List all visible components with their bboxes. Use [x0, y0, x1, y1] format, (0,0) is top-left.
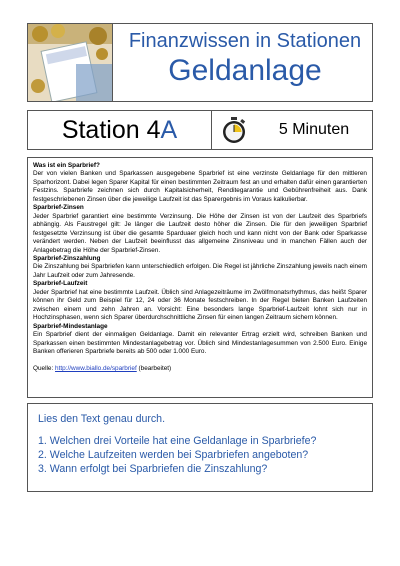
task-intro: Lies den Text genau durch. — [38, 413, 166, 425]
station-letter: A — [160, 115, 178, 144]
section-body: Ein Sparbrief dient der einmaligen Geldanlage. Damit ein relevanter Ertrag erzielt wird, schreiben Banken und Sparkassen einen bestimmten Mindestanlagebetrag vor. Üblich sind Mindestanlagesummen von 2.500 Euro. Einige Banken offerieren Sparbriefe bereits ab 500 oder 1.000 Euro. — [33, 331, 367, 355]
task-question: 2. Welche Laufzeiten werden bei Sparbriefen angeboten? — [38, 449, 309, 461]
article-box — [27, 157, 373, 398]
header-image — [28, 24, 113, 101]
duration-label: 5 Minuten — [278, 121, 350, 138]
section-heading: Sparbrief-Laufzeit — [33, 280, 88, 288]
task-question: 3. Wann erfolgt bei Sparbriefen die Zinszahlung? — [38, 463, 268, 475]
section-body: Jeder Sparbrief hat eine bestimmte Laufzeit. Üblich sind Anlagezeiträume im Zwölfmonatsrhythmus, das heißt Sparer können ihr Geld zum Beispiel für 12, 24 oder 36 Monate festschreiben. In der Regel bieten Banken Laufzeiten zwischen einem und zehn Jahren an. Vorsicht: Eine besonders lange Sparbrief-Laufzeit lohnt sich nur in Hochzinsphasen, wenn sich Sparer überdurchschnittliche Zinsen für einen langen Zeitraum sichern können. — [33, 288, 367, 322]
section-heading: Was ist ein Sparbrief? — [33, 162, 100, 169]
section-body: Der von vielen Banken und Sparkassen ausgegebene Sparbrief ist eine verzinste Geldanlage für den mittleren Sparhorizont. Dabei legen Sparer Kapital für einen bestimmten Zeitraum fest an und erhalten dafür einen garantierten Festzins. Sparbriefe zeichnen sich durch Kapitalsicherheit, Renditegarantie und Gebührenfreiheit aus. Dank festgeschriebenen Zinsen über die jeweilige Laufzeit ist das Sparergebnis im Voraus kalkulierbar. — [33, 170, 367, 203]
source-suffix: (bearbeitet) — [136, 365, 172, 373]
header-title-topic: Geldanlage — [168, 54, 322, 87]
source-line — [33, 365, 367, 373]
section-body: Die Zinszahlung bei Sparbriefen kann unterschiedlich erfolgen. Die Regel ist jährliche Zinszahlung jeweils nach einem Jahr Laufzeit oder zum Jahresende. — [33, 263, 367, 279]
header-box — [27, 23, 373, 102]
source-link[interactable]: http://www.biallo.de/sparbrief — [55, 365, 137, 373]
source-prefix: Quelle: — [33, 365, 56, 373]
duration-cell — [256, 111, 372, 149]
task-question: 1. Welchen drei Vorteile hat eine Geldanlage in Sparbriefe? — [38, 435, 317, 447]
section-heading: Sparbrief-Mindestanlage — [33, 322, 108, 330]
task-box — [27, 403, 373, 492]
stopwatch-icon — [220, 116, 248, 144]
savings-book-coins-image — [28, 24, 112, 101]
station-label: Station 4 — [61, 115, 161, 144]
station-label-cell — [28, 111, 212, 149]
section-body: Jeder Sparbrief garantiert eine bestimmte Verzinsung. Die Höhe der Zinsen ist von der Laufzeit des Sparbriefs abhängig. Als Faustregel gilt: Je länger die Laufzeit desto höher die Zinsen. Die für den jeweiligen Sparbrief festgesetzte Verzinsung ist über die gesamte Sparduaer gleich hoch und kann nicht von der Bank oder Sparkasse verändert werden. Neben der Laufzeit beeinflusst das allgemeine Zinsniveau und in manchen Fällen auch der Anlagebetrag die Höhe der Sparbrief-Zinsen. — [33, 212, 367, 254]
section-heading: Sparbrief-Zinsen — [33, 204, 84, 212]
station-bar — [27, 110, 373, 150]
timer-cell — [212, 111, 256, 149]
header-title-subject: Finanzwissen in Stationen — [128, 30, 362, 52]
section-heading: Sparbrief-Zinszahlung — [33, 254, 101, 262]
